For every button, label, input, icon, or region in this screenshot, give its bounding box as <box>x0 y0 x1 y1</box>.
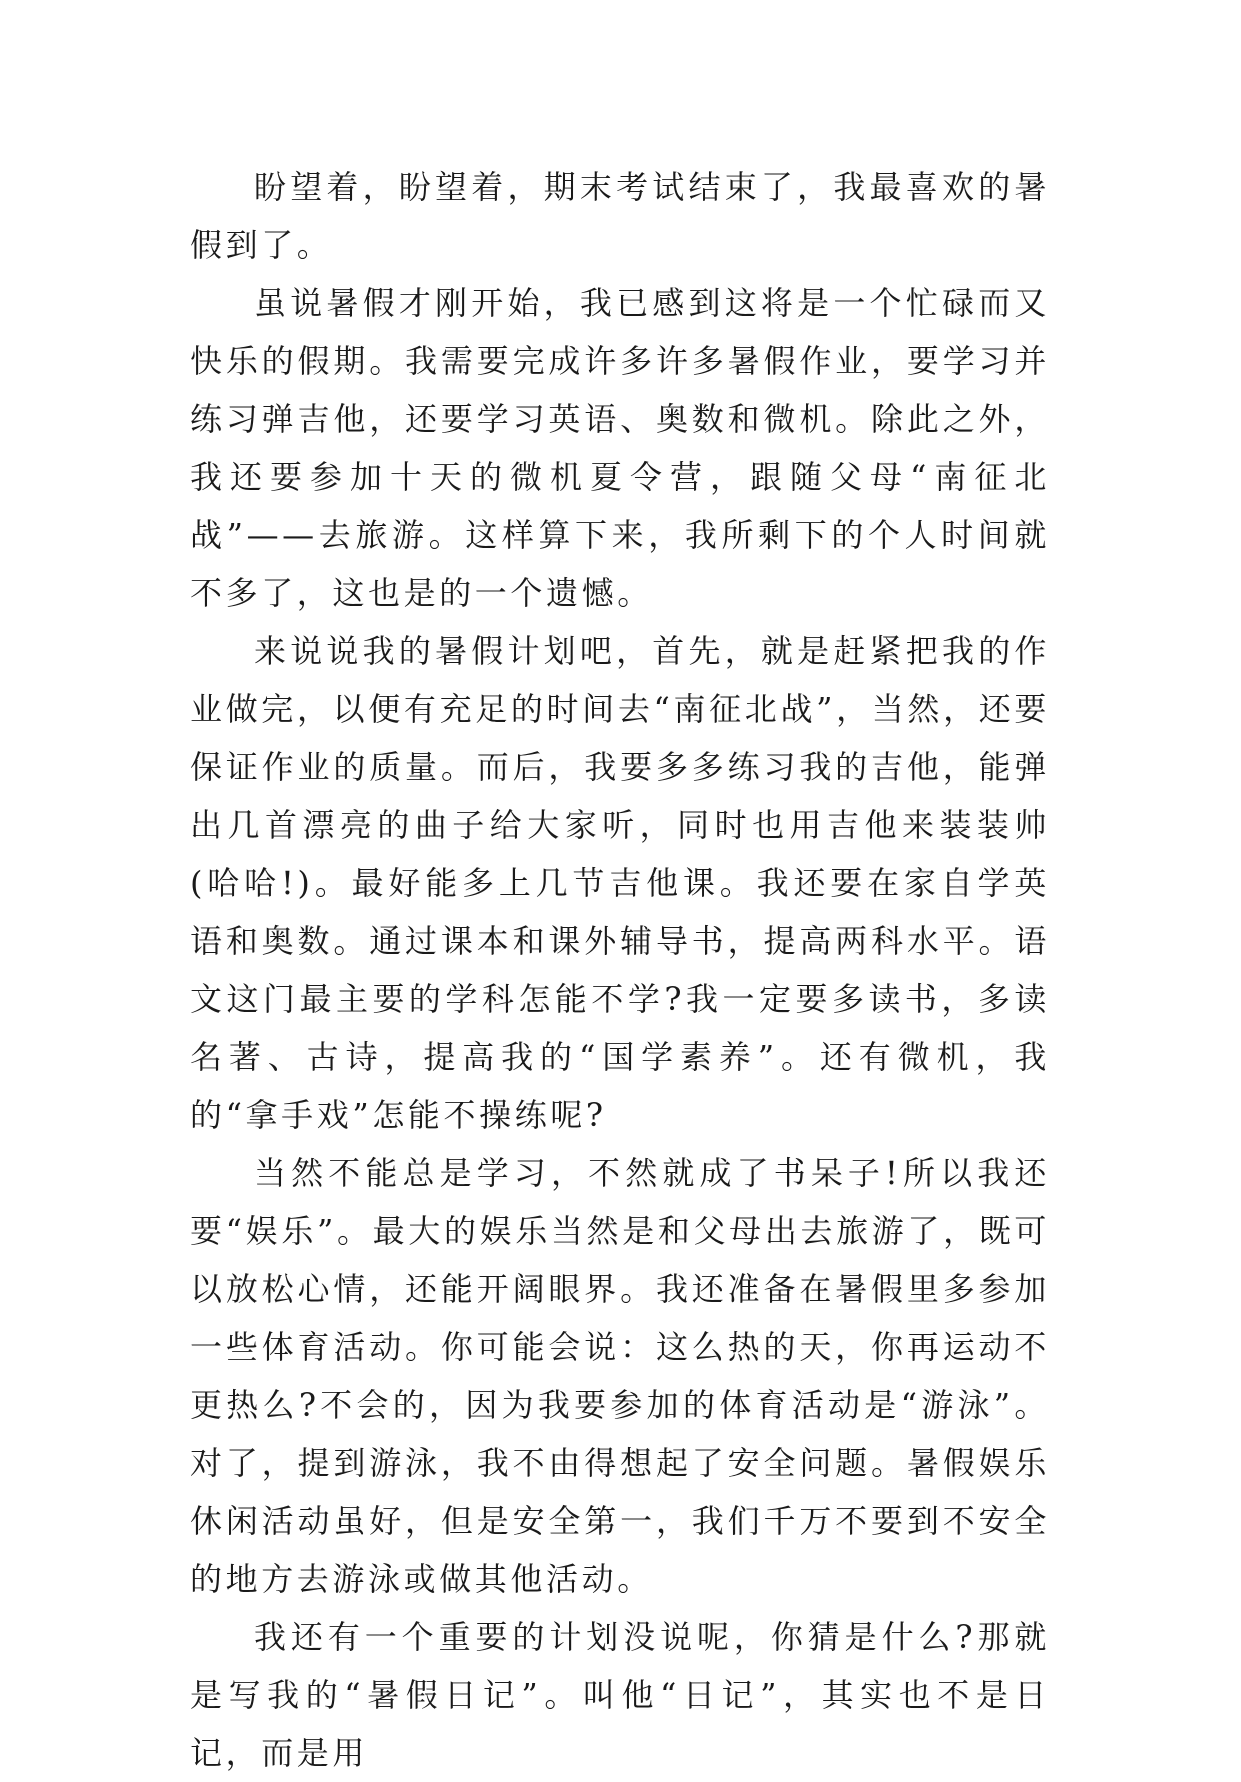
paragraph-3: 来说说我的暑假计划吧，首先，就是赶紧把我的作业做完，以便有充足的时间去“南征北战”，当然，还要保证作业的质量。而后，我要多多练习我的吉他，能弹出几首漂亮的曲子给大家听，同时也用吉他来装装帅(哈哈!)。最好能多上几节吉他课。我还要在家自学英语和奥数。通过课本和课外辅导书，提高两科水平。语文这门最主要的学科怎能不学?我一定要多读书，多读名著、古诗，提高我的“国学素养”。还有微机，我的“拿手戏”怎能不操练呢? <box>190 632 1050 1134</box>
document-body <box>190 158 1050 1782</box>
paragraph-2: 虽说暑假才刚开始，我已感到这将是一个忙碌而又快乐的假期。我需要完成许多许多暑假作业，要学习并练习弹吉他，还要学习英语、奥数和微机。除此之外，我还要参加十天的微机夏令营，跟随父母“南征北战”——去旅游。这样算下来，我所剩下的个人时间就不多了，这也是的一个遗憾。 <box>190 284 1050 612</box>
paragraph-4: 当然不能总是学习，不然就成了书呆子!所以我还要“娱乐”。最大的娱乐当然是和父母出去旅游了，既可以放松心情，还能开阔眼界。我还准备在暑假里多参加一些体育活动。你可能会说：这么热的天，你再运动不更热么?不会的，因为我要参加的体育活动是“游泳”。对了，提到游泳，我不由得想起了安全问题。暑假娱乐休闲活动虽好，但是安全第一，我们千万不要到不安全的地方去游泳或做其他活动。 <box>190 1154 1050 1598</box>
paragraph-1: 盼望着，盼望着，期末考试结束了，我最喜欢的暑假到了。 <box>190 168 1050 264</box>
paragraph-5: 我还有一个重要的计划没说呢，你猜是什么?那就是写我的“暑假日记”。叫他“日记”，其实也不是日记，而是用 <box>190 1618 1050 1772</box>
